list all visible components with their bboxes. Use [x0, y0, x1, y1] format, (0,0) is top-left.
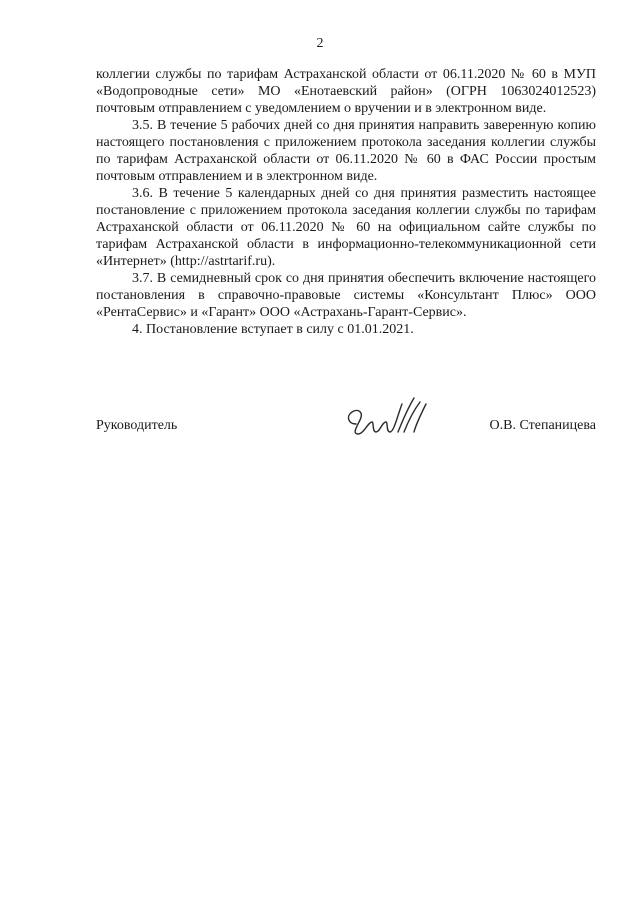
- paragraph-3-7: 3.7. В семидневный срок со дня принятия обеспечить включение настоящего постановления в справочно-правовые системы «Консультант Плюс» ООО «РентаСервис» и «Гарант» ООО «Астрахань-Гарант-Сервис».: [96, 271, 596, 320]
- page-number: 2: [316, 36, 324, 51]
- paragraph-3-6: 3.6. В течение 5 календарных дней со дня принятия разместить настоящее постановление с приложением протокола заседания коллегии службы по тарифам Астраханской области от 06.11.2020 № 60 на официальном сайте службы по тарифам Астраханской области в информационно-телекоммуникационной сети «Интернет» (http://astrtarif.ru).: [96, 186, 596, 269]
- signatory-title: Руководитель: [96, 418, 178, 433]
- signatory-name: О.В. Степаницева: [489, 418, 596, 433]
- paragraph-4: 4. Постановление вступает в силу с 01.01.2021.: [132, 322, 414, 337]
- paragraph-continuation: коллегии службы по тарифам Астраханской области от 06.11.2020 № 60 в МУП «Водопроводные сети» МО «Енотаевский район» (ОГРН 1063024012523) почтовым отправлением с уведомлением о вручении и в электронном виде.: [96, 67, 596, 116]
- paragraph-3-5: 3.5. В течение 5 рабочих дней со дня принятия направить заверенную копию настоящего постановления с приложением протокола заседания коллегии службы по тарифам Астраханской области от 06.11.2020 № 60 в ФАС России простым почтовым отправлением и в электронном виде.: [96, 118, 596, 184]
- handwritten-signature: [342, 394, 432, 444]
- document-body: [96, 66, 596, 338]
